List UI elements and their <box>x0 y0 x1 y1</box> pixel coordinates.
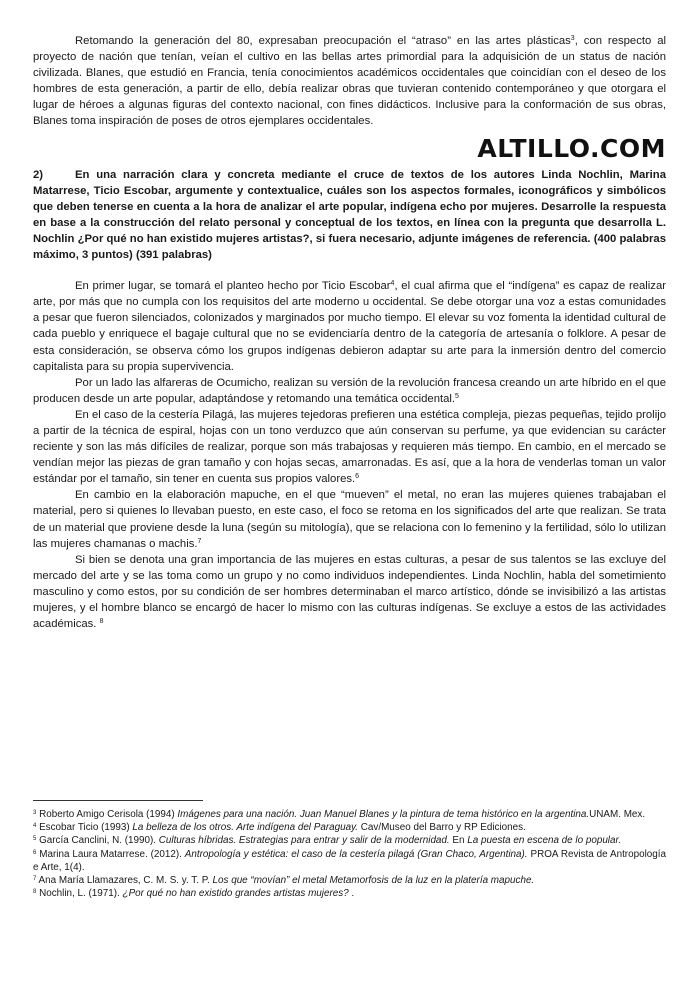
footnotes <box>33 808 666 900</box>
intro-paragraph: Retomando la generación del 80, expresaban preocupación el “atraso” en las artes plásticas$^3$, con respecto al proyecto de nación que tenían, veían el cultivo en las bellas artes primordial para la adquisición de un status de nación civilizada. Blanes, que estudió en Francia, tenía conocimientos académicos occidentales que coincidían con el deseo de los hombres de esta generación, a partir de ello, debía realizar obras que tuvieran contenido contemporáneo y que otorgara el lugar de héroes a algunas figuras del contexto nacional, con fines didácticos. Inclusive para la conformación de sus obras, Blanes toma inspiración de poses de otros ejemplares occidentales. <box>33 35 666 128</box>
body-paragraph: En cambio en la elaboración mapuche, en el que “mueven” el metal, no eran las mujeres quienes trabajaban el material, pero si quienes lo llevaban puesto, en este caso, el foco se retoma en los significados del arte que realizan. Se trata de un material que proviene desde la luna (según su mitología), que se relaciona con lo femenino y la fertilidad, sólo lo utilizan las mujeres chamanas o machis.$^7$ <box>33 489 666 550</box>
watermark: ALTILLO.COM <box>477 133 666 163</box>
body-paragraph: En el caso de la cestería Pilagá, las mujeres tejedoras prefieren una estética compleja, piezas pequeñas, tejido prolijo a partir de la técnica de espiral, hojas con un tono verduzco que aún conservan su perfume, ya que evidencian su carácter reciente y son las más difíciles de realizar, porque son más trabajosas y requieren más tiempo. En cambio, en el mercado se vendían mejor las piezas de gran tamaño y con hojas secas, amarronadas. Es así, que a la hora de venderlas toman un valor estándar por el tamaño, sin tener en cuenta sus propios valores.$^6$ <box>33 408 666 486</box>
footnote-ref: 5 <box>455 392 459 400</box>
question-number: 2) <box>33 168 44 181</box>
footnote-ref: 6 <box>355 473 360 481</box>
footnote-ref: 3 <box>570 35 575 42</box>
question-text: En una narración clara y concreta mediante el cruce de textos de los autores Linda Nochlin, Marina Matarrese, Ticio Escobar, argumente y contextualice, cuáles son los aspectos formales, iconográficos y simbólicos que deben tenerse en cuenta a la hora de analizar el arte popular, indígena echo por mujeres. Desarrolle la respuesta en base a la construcción del relato personal y conceptual de los textos, en línea con la pregunta que desarrolla L. Nochlin ¿Por qué no han existido mujeres artistas?, si fuera necesario, adjunte imágenes de referencia. (400 palabras máximo, 3 puntos) (391 palabras) <box>33 168 666 262</box>
footnote-ref: 8 <box>99 618 104 626</box>
footnote: $^7$ Ana María Llamazares, C. M. S. y. T. P. Los que “movían” el metal Metamorfosis de la luz en la platería mapuche. <box>33 875 535 887</box>
footnote: $^4$ Escobar Ticio (1993) La belleza de los otros. Arte indígena del Paraguay. Cav/Museo del Barro y RP Ediciones. <box>33 822 526 834</box>
footnote-ref: 7 <box>197 537 202 545</box>
footnote: $^8$ Nochlin, L. (1971). ¿Por qué no han existido grandes artistas mujeres? . <box>33 888 355 900</box>
footnote-divider <box>33 800 203 801</box>
footnote: $^5$ García Canclini, N. (1990). Culturas híbridas. Estrategias para entrar y salir de la modernidad. En La puesta en escena de lo popular. <box>33 835 622 847</box>
body-paragraph: Por un lado las alfareras de Ocumicho, realizan su versión de la revolución francesa creando un arte híbrido en el que producen desde un arte popular, adaptándose y retomando una temática occidental.$^5$ <box>33 376 666 405</box>
footnote: $^3$ Roberto Amigo Cerisola (1994) Imágenes para una nación. Juan Manuel Blanes y la pintura de tema histórico en la argentina.UNAM. Mex. <box>33 809 646 820</box>
footnote-ref: 4 <box>390 280 395 288</box>
footnote: $^6$ Marina Laura Matarrese. (2012). Antropología y estética: el caso de la cestería pilagá (Gran Chaco, Argentina). PROA Revista de Antropología e Arte, 1(4). <box>33 848 666 873</box>
body-paragraph: Si bien se denota una gran importancia de las mujeres en estas culturas, a pesar de sus talentos se las excluye del mercado del arte y se las toma como un grupo y no como individuos independientes. Linda Nochlin, habla del sometimiento masculino y como estos, por su condición de ser hombres determinaban el marco artístico, dónde se invisibilizó a las artistas mujeres, y el hombre blanco se encargó de hacer lo mismo con las culturas indígenas. Se excluye a estos de las actividades académicas. $^8$ <box>33 553 666 631</box>
question-paragraph <box>33 167 666 264</box>
document-body <box>33 33 666 632</box>
body-paragraph: En primer lugar, se tomará el planteo hecho por Ticio Escobar$^4$, el cual afirma que el “indígena” es capaz de realizar arte, por más que no cumpla con los requisitos del arte moderno u occidental. Se debe otorgar una voz a estas comunidades a pesar que fueron silenciados, colonizados y marginados por mucho tiempo. El elevar su voz fomenta la identidad cultural de cada pueblo y enriquece el bagaje cultural que no se evidenciaría dentro de la categoría de artesanía o folklore. A pesar de esta consideración, se observa cómo los grupos indígenas debieron adaptar su arte para la inmersión dentro del comercio capitalista para su propia supervivencia. <box>33 280 667 373</box>
